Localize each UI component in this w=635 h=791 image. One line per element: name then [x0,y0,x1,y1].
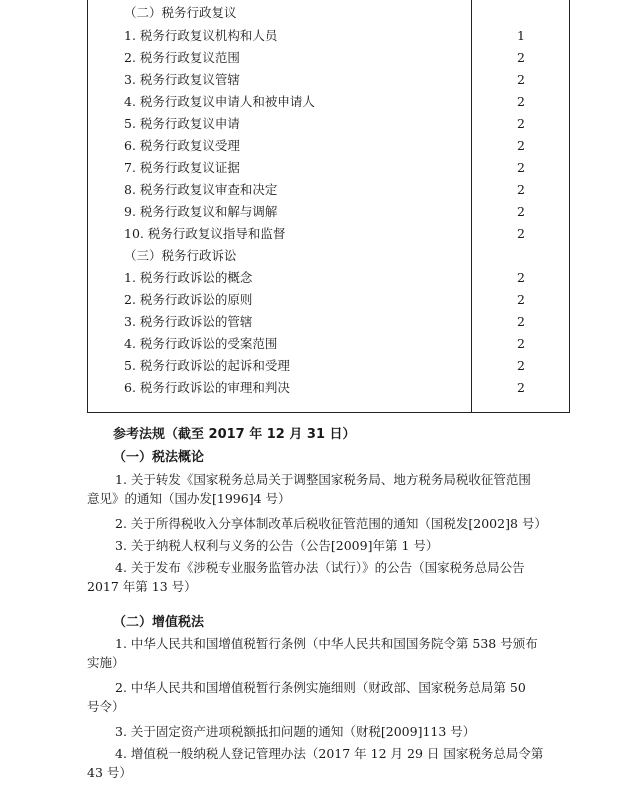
row-value: 2 [517,270,525,285]
syllabus-table [87,0,570,413]
table-row [88,377,571,399]
table-section-row [88,245,571,267]
table-row [88,289,571,311]
row-value: 2 [517,138,525,153]
reference-line: 2. 关于所得税收入分享体制改革后税收征管范围的通知（国税发[2002]8 号） [115,516,547,531]
row-value: 2 [517,50,525,65]
reference-line: 1. 关于转发《国家税务总局关于调整国家税务局、地方税务局税收征管范围 [115,472,531,487]
row-title: 9. 税务行政复议和解与调解 [124,204,278,219]
reference-line-continued: 2017 年第 13 号） [87,579,197,594]
reference-item [87,536,570,555]
table-row [88,25,571,47]
reference-line-continued: 意见》的通知（国办发[1996]4 号） [87,491,291,506]
row-title: 5. 税务行政诉讼的起诉和受理 [124,358,290,373]
table-row [88,135,571,157]
table-row [88,69,571,91]
row-value: 2 [517,292,525,307]
row-title: 6. 税务行政诉讼的审理和判决 [124,380,290,395]
row-title: 10. 税务行政复议指导和监督 [124,226,286,241]
reference-line: 3. 关于纳税人权利与义务的公告（公告[2009]年第 1 号） [115,538,439,553]
table-row [88,355,571,377]
table-row [88,201,571,223]
reference-item [87,722,570,741]
row-title: 4. 税务行政复议申请人和被申请人 [124,94,315,109]
reference-item [87,744,570,782]
table-row [88,47,571,69]
reference-line: 2. 中华人民共和国增值税暂行条例实施细则（财政部、国家税务总局第 50 [115,680,526,695]
reference-item [87,558,570,596]
section-title-vat-law: （二）增值税法 [113,615,205,630]
row-title: 8. 税务行政复议审查和决定 [124,182,278,197]
table-row [88,311,571,333]
row-value: 2 [517,380,525,395]
table-row [88,157,571,179]
reference-line-continued: 实施） [87,655,125,670]
references-title: 参考法规（截至 2017 年 12 月 31 日） [113,427,356,442]
reference-line-continued: 43 号） [87,765,132,780]
reference-line-continued: 号令） [87,699,125,714]
row-value: 2 [517,204,525,219]
row-title: （二）税务行政复议 [124,5,237,20]
row-title: 1. 税务行政诉讼的概念 [124,270,253,285]
row-value: 2 [517,182,525,197]
row-value: 2 [517,160,525,175]
table-row [88,267,571,289]
reference-line: 4. 关于发布《涉税专业服务监管办法（试行）》的公告（国家税务总局公告 [115,560,525,575]
row-title: 1. 税务行政复议机构和人员 [124,28,278,43]
reference-item [87,634,570,672]
row-title: （三）税务行政诉讼 [124,248,237,263]
row-value: 2 [517,358,525,373]
row-title: 3. 税务行政诉讼的管辖 [124,314,253,329]
reference-item [87,678,570,716]
row-title: 2. 税务行政复议范围 [124,50,240,65]
row-value: 2 [517,336,525,351]
reference-line: 3. 关于固定资产进项税额抵扣问题的通知（财税[2009]113 号） [115,724,476,739]
table-row [88,179,571,201]
table-row [88,223,571,245]
reference-line: 1. 中华人民共和国增值税暂行条例（中华人民共和国国务院令第 538 号颁布 [115,636,538,651]
row-value: 2 [517,116,525,131]
row-title: 5. 税务行政复议申请 [124,116,240,131]
section-title-tax-law-overview: （一）税法概论 [113,450,205,465]
reference-item [87,514,570,533]
row-value: 2 [517,314,525,329]
row-title: 4. 税务行政诉讼的受案范围 [124,336,278,351]
table-section-row [88,2,571,24]
row-value: 2 [517,72,525,87]
row-value: 1 [517,28,525,43]
row-value: 2 [517,94,525,109]
row-title: 2. 税务行政诉讼的原则 [124,292,253,307]
row-title: 3. 税务行政复议管辖 [124,72,240,87]
table-row [88,333,571,355]
row-title: 7. 税务行政复议证据 [124,160,240,175]
row-value: 2 [517,226,525,241]
table-row [88,91,571,113]
table-row [88,113,571,135]
reference-line: 4. 增值税一般纳税人登记管理办法（2017 年 12 月 29 日 国家税务总局令第 [115,746,544,761]
reference-item [87,470,570,508]
row-title: 6. 税务行政复议受理 [124,138,240,153]
